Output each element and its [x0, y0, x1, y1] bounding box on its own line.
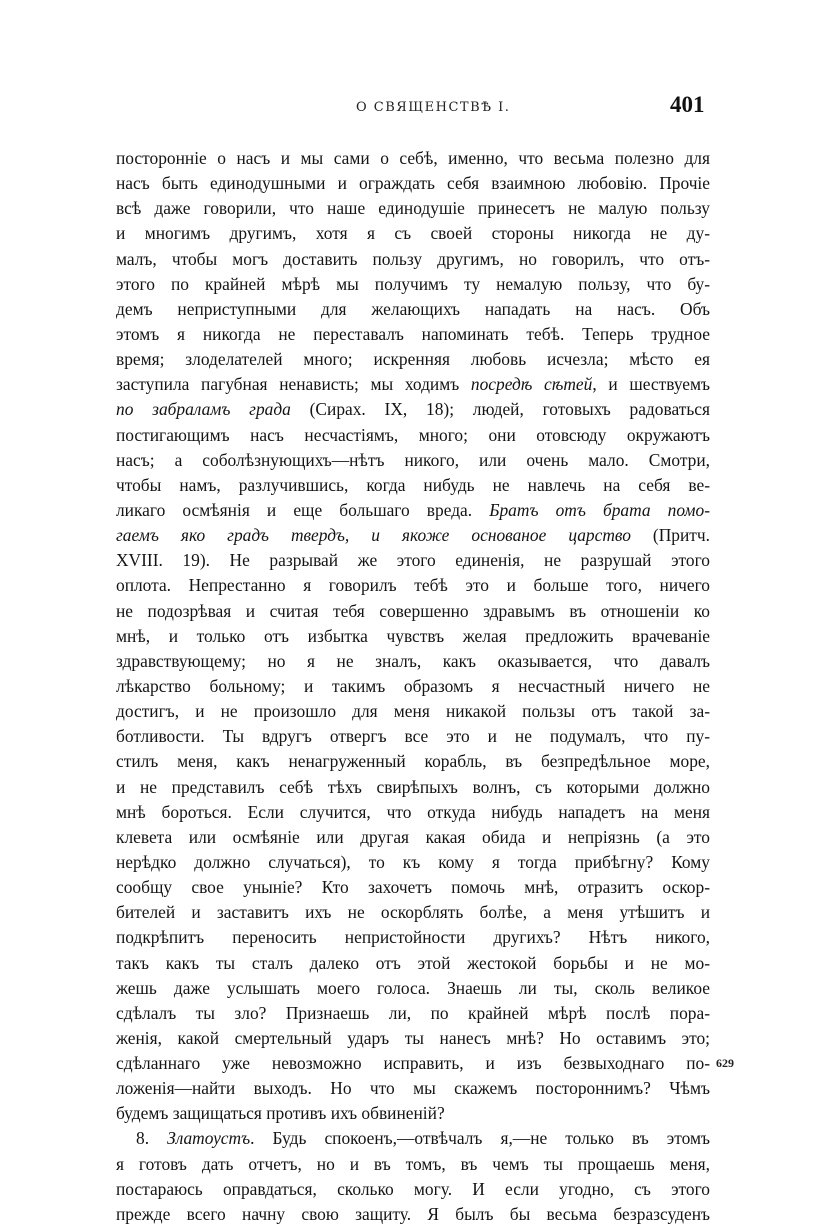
text-line: не подозрѣвая и считая тебя совершенно здравымъ въ отношенiи ко [116, 600, 710, 621]
section-number: 8. [136, 1128, 168, 1149]
text-line [116, 397, 710, 422]
text-line: бителей и заставитъ ихъ не оскорблять болѣе, а меня утѣшитъ и [116, 902, 710, 923]
scripture-quote: гаемъ яко градъ твердъ, и якоже основаное царство [116, 525, 631, 546]
text-line: достигъ, и не произошло для меня никакой пользы отъ такой за- [116, 701, 710, 722]
running-head [0, 92, 840, 122]
page-number: 401 [670, 92, 705, 117]
text-line: постороннiе о насъ и мы сами о себѣ, именно, что весьма полезно для [116, 148, 710, 168]
text-line: и многимъ другимъ, хотя я съ своей стороны никогда не ду- [116, 223, 710, 244]
text-line: демъ неприступными для желающихъ нападать на насъ. Объ [116, 298, 710, 319]
text-line: такъ какъ ты сталъ далеко отъ этой жестокой борьбы и не мо- [116, 952, 710, 973]
text-line: клевета или осмѣянiе или другая какая обида и непрiязнь (а это [116, 826, 710, 847]
text-span: ликаго осмѣянiя и еще большаго вреда. [116, 499, 490, 520]
section-start-line [116, 1126, 710, 1151]
text-line [116, 372, 710, 397]
text-line: я готовъ дать отчетъ, но и въ томъ, въ чемъ ты прощаешь меня, [116, 1153, 710, 1174]
text-line: мнѣ, и только отъ избытка чувствъ желая предложить врачеванiе [116, 625, 710, 646]
text-span: . Будь спокоенъ,—отвѣчалъ я,—не только въ этомъ [250, 1128, 710, 1149]
scripture-quote: Братъ отъ брата помо- [489, 499, 710, 520]
text-line: постигающимъ насъ несчастiямъ, много; они отовсюду окружаютъ [116, 424, 710, 445]
text-span: заступила пагубная ненависть; мы ходимъ [116, 374, 471, 395]
paragraph-end-line: будемъ защищаться противъ ихъ обвиненiй? [116, 1103, 445, 1124]
text-span: (Притч. [630, 525, 710, 546]
text-span: , и шествуемъ [592, 374, 710, 395]
text-line: насъ быть единодушными и ограждать себя взаимною любовiю. Прочiе [116, 173, 710, 194]
running-title: О СВЯЩЕНСТВѢ I. [356, 100, 511, 115]
text-line: ложенiя—найти выходъ. Но что мы скажемъ постороннимъ? Чѣмъ [116, 1078, 710, 1099]
text-line: лѣкарство больному; и такимъ образомъ я несчастный ничего не [116, 675, 710, 696]
text-line: мнѣ бороться. Если случится, что откуда нибудь нападетъ на меня [116, 801, 710, 822]
text-line: подкрѣпитъ переносить непристойности другихъ? Нѣтъ никого, [116, 927, 710, 948]
speaker-name: Златоустъ [167, 1128, 251, 1149]
text-line: женiя, какой смертельный ударъ ты нанесъ мнѣ? Но оставимъ это; [116, 1027, 710, 1048]
text-line: чтобы намъ, разлучившись, когда нибудь не навлечь на себя ве- [116, 474, 710, 495]
text-line: ботливости. Ты вдругъ отвергъ все это и не подумалъ, что пу- [116, 726, 710, 747]
scripture-quote: посредѣ сѣтей [470, 374, 593, 395]
text-line: прежде всего начну свою защиту. Я былъ бы весьма безразсуденъ [116, 1203, 710, 1224]
text-line: оплота. Непрестанно я говорилъ тебѣ это и больше того, ничего [116, 575, 710, 596]
text-line: здравствующему; но я не зналъ, какъ оказывается, что давалъ [116, 650, 710, 671]
text-line: время; злоделателей много; искренняя любовь исчезла; мѣсто ея [116, 349, 710, 370]
text-line: жешь даже услышать моего голоса. Знаешь ли ты, сколь великое [116, 977, 710, 998]
text-line: постараюсь оправдаться, сколько могу. И если угодно, съ этого [116, 1178, 710, 1199]
text-line: сообщу свое унынiе? Кто захочетъ помочь мнѣ, отразитъ оскор- [116, 877, 710, 898]
text-line: и не представилъ себѣ тѣхъ свирѣпыхъ волнъ, съ которыми должно [116, 776, 710, 797]
body-text [116, 146, 710, 1227]
text-line: этомъ я никогда не переставалъ напоминать тебѣ. Теперь трудное [116, 323, 710, 344]
text-line: этого по крайней мѣрѣ мы получимъ ту немалую пользу, что бу- [116, 273, 710, 294]
text-line: сдѣлалъ ты зло? Признаешь ли, по крайней мѣрѣ послѣ пора- [116, 1002, 710, 1023]
text-line: малъ, чтобы могъ доставить пользу другимъ, но говорилъ, что отъ- [116, 248, 710, 269]
text-line: всѣ даже говорили, что наше единодушiе принесетъ не малую пользу [116, 198, 710, 219]
text-line: стилъ меня, какъ ненагруженный корабль, въ безпредѣльное море, [116, 751, 710, 772]
margin-reference-number: 629 [716, 1056, 734, 1070]
text-line: насъ; а соболѣзнующихъ—нѣтъ никого, или очень мало. Смотри, [116, 449, 710, 470]
text-line: сдѣланнаго уже невозможно исправить, и изъ безвыходнаго по- [116, 1053, 710, 1074]
text-line [116, 523, 710, 548]
text-line: нерѣдко должно случаться), то къ кому я тогда прибѣгну? Кому [116, 851, 710, 872]
text-span: (Сирах. IX, 18); людей, готовыхъ радоваться [290, 399, 710, 420]
text-line [116, 498, 710, 523]
scripture-quote: по забраламъ града [116, 399, 291, 420]
text-line: XVIII. 19). Не разрывай же этого единенiя, не разрушай этого [116, 550, 710, 571]
